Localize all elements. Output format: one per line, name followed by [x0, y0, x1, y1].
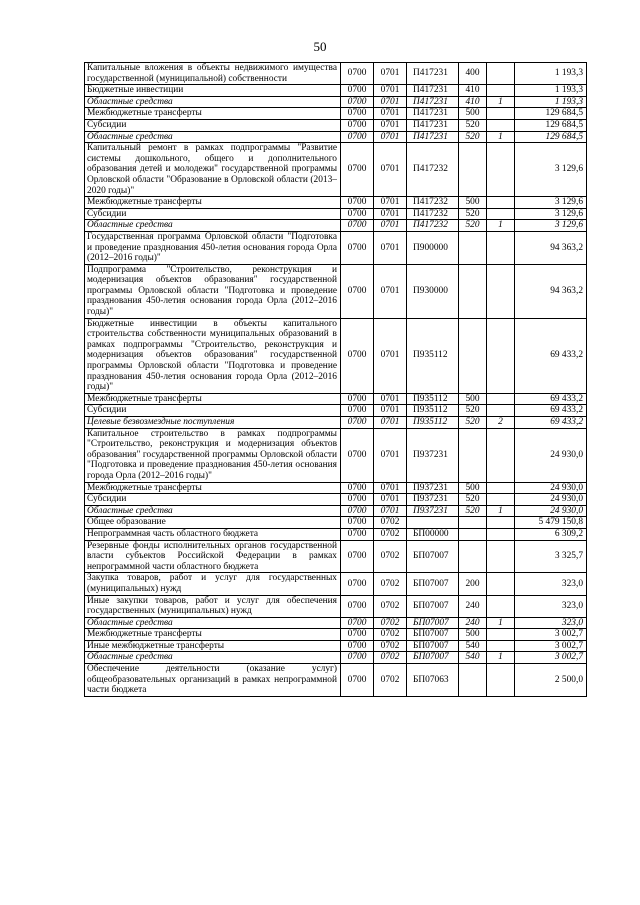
funding-source-code: [487, 517, 515, 529]
expense-type-code: 520: [459, 220, 487, 232]
target-article-code: БП07007: [407, 617, 459, 629]
section-code: 0700: [341, 208, 374, 220]
amount-value: 1 193,3: [515, 85, 587, 97]
funding-source-code: [487, 108, 515, 120]
subsection-code: 0701: [374, 393, 407, 405]
expense-type-code: [459, 428, 487, 482]
funding-source-code: [487, 393, 515, 405]
amount-value: 5 479 150,8: [515, 517, 587, 529]
table-row: [85, 573, 587, 595]
row-description: Областные средства: [85, 96, 341, 108]
table-row: [85, 494, 587, 506]
expense-type-code: 500: [459, 197, 487, 209]
row-description: Областные средства: [85, 505, 341, 517]
target-article-code: БП07063: [407, 664, 459, 697]
funding-source-code: [487, 119, 515, 131]
subsection-code: 0701: [374, 417, 407, 429]
amount-value: 129 684,5: [515, 131, 587, 143]
funding-source-code: 1: [487, 652, 515, 664]
target-article-code: БП07007: [407, 595, 459, 617]
expense-type-code: 520: [459, 131, 487, 143]
amount-value: 3 129,6: [515, 197, 587, 209]
target-article-code: БП07007: [407, 629, 459, 641]
section-code: 0700: [341, 131, 374, 143]
section-code: 0700: [341, 640, 374, 652]
amount-value: 1 193,3: [515, 96, 587, 108]
table-row: [85, 208, 587, 220]
expense-type-code: [459, 528, 487, 540]
row-description: Областные средства: [85, 617, 341, 629]
funding-source-code: [487, 143, 515, 197]
subsection-code: 0701: [374, 131, 407, 143]
section-code: 0700: [341, 629, 374, 641]
section-code: 0700: [341, 63, 374, 85]
section-code: 0700: [341, 264, 374, 318]
section-code: 0700: [341, 528, 374, 540]
row-description: Межбюджетные трансферты: [85, 629, 341, 641]
expense-type-code: [459, 664, 487, 697]
amount-value: 3 002,7: [515, 652, 587, 664]
subsection-code: 0701: [374, 197, 407, 209]
expense-type-code: 400: [459, 63, 487, 85]
row-description: Капитальное строительство в рамках подпрограммы "Строительство, реконструкция и модернизация объектов образования" государственной программы Орловской области "Подготовка и проведение празднования 450-летия основания города Орла (2012–2016 годы)": [85, 428, 341, 482]
subsection-code: 0701: [374, 63, 407, 85]
expense-type-code: 540: [459, 640, 487, 652]
table-row: [85, 197, 587, 209]
row-description: Субсидии: [85, 494, 341, 506]
target-article-code: БП07007: [407, 652, 459, 664]
subsection-code: 0702: [374, 629, 407, 641]
subsection-code: 0701: [374, 318, 407, 393]
expense-type-code: 540: [459, 652, 487, 664]
row-description: Целевые безвозмездные поступления: [85, 417, 341, 429]
expense-type-code: 520: [459, 417, 487, 429]
row-description: Межбюджетные трансферты: [85, 108, 341, 120]
expense-type-code: 500: [459, 108, 487, 120]
section-code: 0700: [341, 220, 374, 232]
funding-source-code: 1: [487, 220, 515, 232]
expense-type-code: 520: [459, 505, 487, 517]
row-description: Областные средства: [85, 220, 341, 232]
expense-type-code: [459, 231, 487, 264]
table-row: [85, 96, 587, 108]
funding-source-code: [487, 85, 515, 97]
expense-type-code: 520: [459, 119, 487, 131]
table-row: [85, 617, 587, 629]
table-row: [85, 220, 587, 232]
section-code: 0700: [341, 143, 374, 197]
target-article-code: П930000: [407, 264, 459, 318]
amount-value: 3 129,6: [515, 208, 587, 220]
row-description: Бюджетные инвестиции: [85, 85, 341, 97]
section-code: 0700: [341, 482, 374, 494]
table-row: [85, 505, 587, 517]
subsection-code: 0701: [374, 428, 407, 482]
section-code: 0700: [341, 96, 374, 108]
amount-value: 69 433,2: [515, 405, 587, 417]
subsection-code: 0701: [374, 505, 407, 517]
expense-type-code: [459, 143, 487, 197]
row-description: Межбюджетные трансферты: [85, 197, 341, 209]
funding-source-code: 1: [487, 505, 515, 517]
table-row: [85, 131, 587, 143]
target-article-code: П417231: [407, 119, 459, 131]
expense-type-code: 500: [459, 629, 487, 641]
target-article-code: П935112: [407, 393, 459, 405]
row-description: Субсидии: [85, 405, 341, 417]
target-article-code: П417231: [407, 85, 459, 97]
target-article-code: [407, 517, 459, 529]
table-row: [85, 652, 587, 664]
target-article-code: П417231: [407, 96, 459, 108]
funding-source-code: 1: [487, 96, 515, 108]
funding-source-code: 1: [487, 131, 515, 143]
amount-value: 24 930,0: [515, 482, 587, 494]
amount-value: 69 433,2: [515, 417, 587, 429]
subsection-code: 0701: [374, 85, 407, 97]
expense-type-code: 240: [459, 595, 487, 617]
funding-source-code: [487, 494, 515, 506]
target-article-code: П417232: [407, 208, 459, 220]
table-row: [85, 143, 587, 197]
expense-type-code: 410: [459, 96, 487, 108]
expense-type-code: 520: [459, 208, 487, 220]
table-row: [85, 640, 587, 652]
row-description: Непрограммная часть областного бюджета: [85, 528, 341, 540]
subsection-code: 0701: [374, 108, 407, 120]
subsection-code: 0702: [374, 573, 407, 595]
expense-type-code: 520: [459, 405, 487, 417]
expense-type-code: [459, 318, 487, 393]
expense-type-code: [459, 264, 487, 318]
amount-value: 69 433,2: [515, 393, 587, 405]
section-code: 0700: [341, 231, 374, 264]
budget-table-body: [85, 63, 587, 697]
funding-source-code: [487, 208, 515, 220]
amount-value: 3 002,7: [515, 640, 587, 652]
row-description: Областные средства: [85, 652, 341, 664]
subsection-code: 0701: [374, 405, 407, 417]
subsection-code: 0702: [374, 528, 407, 540]
row-description: Бюджетные инвестиции в объекты капитального строительства собственности муниципальных образований в рамках подпрограммы "Строительство, реконструкция и модернизация объектов образования" государственной программы Орловской области "Подготовка и проведение празднования 450-летия основания города Орла (2012–2016 годы)": [85, 318, 341, 393]
funding-source-code: 1: [487, 617, 515, 629]
section-code: 0700: [341, 494, 374, 506]
section-code: 0700: [341, 197, 374, 209]
row-description: Иные межбюджетные трансферты: [85, 640, 341, 652]
funding-source-code: [487, 573, 515, 595]
funding-source-code: [487, 629, 515, 641]
section-code: 0700: [341, 108, 374, 120]
target-article-code: П937231: [407, 494, 459, 506]
subsection-code: 0702: [374, 664, 407, 697]
section-code: 0700: [341, 517, 374, 529]
row-description: Областные средства: [85, 131, 341, 143]
funding-source-code: [487, 63, 515, 85]
table-row: [85, 63, 587, 85]
table-row: [85, 405, 587, 417]
amount-value: 2 500,0: [515, 664, 587, 697]
subsection-code: 0702: [374, 652, 407, 664]
table-row: [85, 264, 587, 318]
table-row: [85, 540, 587, 573]
expense-type-code: 500: [459, 482, 487, 494]
subsection-code: 0701: [374, 96, 407, 108]
amount-value: 94 363,2: [515, 264, 587, 318]
funding-source-code: [487, 664, 515, 697]
target-article-code: П417232: [407, 197, 459, 209]
table-row: [85, 528, 587, 540]
target-article-code: БП00000: [407, 528, 459, 540]
subsection-code: 0702: [374, 640, 407, 652]
amount-value: 3 129,6: [515, 220, 587, 232]
section-code: 0700: [341, 540, 374, 573]
funding-source-code: [487, 595, 515, 617]
row-description: Закупка товаров, работ и услуг для государственных (муниципальных) нужд: [85, 573, 341, 595]
target-article-code: БП07007: [407, 540, 459, 573]
funding-source-code: 2: [487, 417, 515, 429]
funding-source-code: [487, 428, 515, 482]
table-row: [85, 664, 587, 697]
row-description: Капитальные вложения в объекты недвижимого имущества государственной (муниципальной) собственности: [85, 63, 341, 85]
table-row: [85, 231, 587, 264]
table-row: [85, 85, 587, 97]
funding-source-code: [487, 482, 515, 494]
subsection-code: 0702: [374, 595, 407, 617]
target-article-code: П935112: [407, 318, 459, 393]
target-article-code: П417231: [407, 63, 459, 85]
row-description: Субсидии: [85, 208, 341, 220]
subsection-code: 0701: [374, 220, 407, 232]
section-code: 0700: [341, 85, 374, 97]
row-description: Капитальный ремонт в рамках подпрограммы "Развитие системы дошкольного, общего и дополнительного образования детей и молодежи" государственной программы Орловской области "Образование в Орловской области (2013–2020 годы)": [85, 143, 341, 197]
section-code: 0700: [341, 417, 374, 429]
section-code: 0700: [341, 393, 374, 405]
expense-type-code: 240: [459, 617, 487, 629]
funding-source-code: [487, 231, 515, 264]
amount-value: 129 684,5: [515, 119, 587, 131]
table-row: [85, 417, 587, 429]
row-description: Общее образование: [85, 517, 341, 529]
section-code: 0700: [341, 664, 374, 697]
subsection-code: 0701: [374, 208, 407, 220]
target-article-code: П937231: [407, 505, 459, 517]
expense-type-code: 410: [459, 85, 487, 97]
funding-source-code: [487, 264, 515, 318]
target-article-code: П937231: [407, 428, 459, 482]
target-article-code: БП07007: [407, 573, 459, 595]
section-code: 0700: [341, 318, 374, 393]
expense-type-code: [459, 540, 487, 573]
section-code: 0700: [341, 652, 374, 664]
target-article-code: П417232: [407, 220, 459, 232]
amount-value: 323,0: [515, 617, 587, 629]
row-description: Резервные фонды исполнительных органов государственной власти субъектов Российской Федерации в рамках непрограммной части областного бюджета: [85, 540, 341, 573]
budget-table: [84, 62, 587, 697]
expense-type-code: 200: [459, 573, 487, 595]
table-row: [85, 482, 587, 494]
amount-value: 94 363,2: [515, 231, 587, 264]
section-code: 0700: [341, 405, 374, 417]
subsection-code: 0701: [374, 119, 407, 131]
table-row: [85, 119, 587, 131]
table-row: [85, 629, 587, 641]
table-row: [85, 393, 587, 405]
amount-value: 1 193,3: [515, 63, 587, 85]
amount-value: 3 002,7: [515, 629, 587, 641]
amount-value: 6 309,2: [515, 528, 587, 540]
subsection-code: 0701: [374, 482, 407, 494]
target-article-code: П900000: [407, 231, 459, 264]
subsection-code: 0701: [374, 494, 407, 506]
table-row: [85, 428, 587, 482]
amount-value: 69 433,2: [515, 318, 587, 393]
subsection-code: 0701: [374, 143, 407, 197]
amount-value: 24 930,0: [515, 505, 587, 517]
target-article-code: П417231: [407, 108, 459, 120]
amount-value: 3 325,7: [515, 540, 587, 573]
row-description: Межбюджетные трансферты: [85, 482, 341, 494]
table-row: [85, 108, 587, 120]
section-code: 0700: [341, 428, 374, 482]
page-number: 50: [313, 39, 327, 54]
expense-type-code: 500: [459, 393, 487, 405]
target-article-code: БП07007: [407, 640, 459, 652]
section-code: 0700: [341, 119, 374, 131]
amount-value: 24 930,0: [515, 428, 587, 482]
row-description: Подпрограмма "Строительство, реконструкция и модернизация объектов образования" государственной программы Орловской области "Подготовка и проведение празднования 450-летия основания города Орла (2012–2016 годы)": [85, 264, 341, 318]
amount-value: 129 684,5: [515, 108, 587, 120]
funding-source-code: [487, 318, 515, 393]
table-row: [85, 595, 587, 617]
expense-type-code: 520: [459, 494, 487, 506]
subsection-code: 0702: [374, 517, 407, 529]
subsection-code: 0702: [374, 617, 407, 629]
amount-value: 24 930,0: [515, 494, 587, 506]
subsection-code: 0701: [374, 264, 407, 318]
expense-type-code: [459, 517, 487, 529]
row-description: Обеспечение деятельности (оказание услуг) общеобразовательных организаций в рамках непрограммной части бюджета: [85, 664, 341, 697]
funding-source-code: [487, 540, 515, 573]
section-code: 0700: [341, 617, 374, 629]
section-code: 0700: [341, 505, 374, 517]
amount-value: 323,0: [515, 595, 587, 617]
row-description: Субсидии: [85, 119, 341, 131]
row-description: Государственная программа Орловской области "Подготовка и проведение празднования 450-летия основания города Орла (2012–2016 годы)": [85, 231, 341, 264]
row-description: Межбюджетные трансферты: [85, 393, 341, 405]
amount-value: 3 129,6: [515, 143, 587, 197]
table-row: [85, 318, 587, 393]
funding-source-code: [487, 528, 515, 540]
funding-source-code: [487, 405, 515, 417]
row-description: Иные закупки товаров, работ и услуг для обеспечения государственных (муниципальных) нужд: [85, 595, 341, 617]
target-article-code: П937231: [407, 482, 459, 494]
target-article-code: П417231: [407, 131, 459, 143]
subsection-code: 0701: [374, 231, 407, 264]
amount-value: 323,0: [515, 573, 587, 595]
table-row: [85, 517, 587, 529]
subsection-code: 0702: [374, 540, 407, 573]
target-article-code: П935112: [407, 405, 459, 417]
section-code: 0700: [341, 573, 374, 595]
funding-source-code: [487, 197, 515, 209]
funding-source-code: [487, 640, 515, 652]
target-article-code: П417232: [407, 143, 459, 197]
section-code: 0700: [341, 595, 374, 617]
target-article-code: П935112: [407, 417, 459, 429]
